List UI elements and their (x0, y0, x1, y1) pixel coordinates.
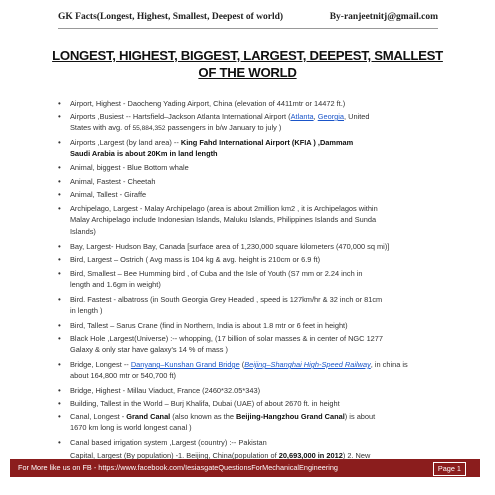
item-text: 1670 km long is world longest canal ) (70, 423, 192, 433)
item-text: Animal, Fastest - Cheetah (70, 177, 156, 186)
item-text: Archipelago, Largest - Malay Archipelago (area is about 2million km2 , it is Archipelagos within (70, 204, 378, 213)
item-text: Bay, Largest- Hudson Bay, Canada [surface area of 1,230,000 square kilometers (470,000 sq mi)] (70, 242, 390, 251)
item-bold-text: Grand Canal (126, 412, 171, 421)
header-title: GK Facts(Longest, Highest, Smallest, Deepest of world) (58, 12, 284, 22)
list-item (70, 320, 448, 331)
item-text: Bird, Tallest – Sarus Crane (find in Northern, India is about 1.8 mtr or 6 feet in height) (70, 321, 348, 330)
list-item (70, 203, 448, 237)
list-item (70, 450, 448, 459)
list-item (70, 137, 448, 160)
georgia-link[interactable]: Georgia (317, 112, 345, 121)
footer-facebook-link[interactable]: For More like us on FB - https://www.facebook.com/IesiasgateQuestionsForMechanicalEngineering (18, 463, 338, 472)
item-text: Animal, Tallest - Giraffe (70, 190, 147, 199)
list-item (70, 437, 448, 448)
list-item (70, 111, 448, 135)
item-text: Malay Archipelago include Indonesian Islands, Maluku Islands, Philippines Islands and Sunda (70, 215, 377, 225)
list-item (70, 189, 448, 200)
list-item (70, 385, 448, 396)
item-bold-text: 20,693,000 in 2012 (278, 451, 343, 459)
list-item (70, 162, 448, 173)
list-item (70, 268, 448, 291)
item-text: Capital, Largest (By population) -1. Beijing, China(population of (70, 451, 279, 459)
item-text: in length ) (70, 306, 103, 316)
item-text: Building, Tallest in the World – Burj Khalifa, Dubai (UAE) of about 2670 ft. in height (70, 399, 340, 408)
item-text: Black Hole ,Largest(Universe) :-- whopping, (17 billion of solar masses & in center of NGC 1277 (70, 334, 384, 343)
header-author-email: By-ranjeetnitj@gmail.com (329, 12, 438, 22)
list-item (70, 294, 448, 317)
list-item (70, 176, 448, 187)
item-text: Bird, Largest – Ostrich ( Avg mass is 104 kg & avg. height is 210cm or 6.9 ft) (70, 255, 321, 264)
item-number: 55,884,352 (132, 125, 166, 133)
item-text: ) is about (344, 412, 376, 421)
item-text: Canal, Longest - (70, 412, 127, 421)
list-item (70, 359, 448, 382)
page-footer (10, 459, 480, 477)
item-text: Airport, Highest - Daocheng Yading Airport, China (elevation of 4411mtr or 14472 ft.) (70, 99, 346, 108)
item-text: Bridge, Longest -- (70, 360, 131, 369)
item-text: , (313, 112, 318, 121)
list-item (70, 98, 448, 109)
list-item (70, 411, 448, 434)
title-line-2: OF THE WORLD (198, 65, 297, 80)
title-line-1: LONGEST, HIGHEST, BIGGEST, LARGEST, DEEPEST, SMALLEST (52, 48, 443, 63)
item-bold-text: Saudi Arabia is about 20Km in land length (70, 149, 218, 159)
atlanta-link[interactable]: Atlanta (290, 112, 314, 121)
item-text: , in china is (370, 360, 408, 369)
item-text: Airports ,Largest (by land area) -- (70, 138, 181, 147)
item-text: Bridge, Highest - Millau Viaduct, France (2460*32.05*343) (70, 386, 261, 395)
item-text: States with avg. of (70, 123, 133, 133)
item-text: Islands) (70, 226, 96, 236)
item-text: Bird, Smallest – Bee Humming bird , of Cuba and the Isle of Youth (S7 mm or 2.24 inch in (70, 269, 363, 278)
item-text: Bird. Fastest - albatross (in South Georgia Grey Headed , speed is 127km/hr & 32 inch or 81cm (70, 295, 383, 304)
item-bold-text: Beijing-Hangzhou Grand Canal (235, 412, 345, 421)
item-text: ( (239, 360, 245, 369)
beijing-shanghai-railway-link[interactable]: Beijing–Shanghai High-Speed Railway (244, 360, 371, 369)
item-bold-text: King Fahd International Airport (KFIA ) ,Dammam (180, 138, 354, 147)
item-text: Canal based irrigation system ,Largest (country) :-- Pakistan (70, 438, 267, 447)
list-item (70, 254, 448, 265)
danyang-kunshan-bridge-link[interactable]: Danyang–Kunshan Grand Bridge (130, 360, 240, 369)
item-text: Galaxy & only star have galaxy's 14 % of mass ) (70, 345, 228, 355)
page-number: Page 1 (433, 462, 466, 476)
item-text: Airports ,Busiest -- Hartsfield–Jackson Atlanta International Airport ( (70, 112, 291, 121)
list-item (70, 333, 448, 356)
list-item (70, 398, 448, 409)
item-text: length and 1.6gm in weight) (70, 280, 161, 290)
item-text: about 164,800 mtr or 540,700 ft) (70, 371, 177, 381)
item-text: passengers in b/w January to july ) (165, 123, 282, 133)
list-item (70, 241, 448, 252)
item-text: (also known as the (170, 412, 236, 421)
item-text: , United (344, 112, 370, 121)
item-text: ) 2. New (342, 451, 371, 459)
item-text: Animal, biggest - Blue Bottom whale (70, 163, 189, 172)
